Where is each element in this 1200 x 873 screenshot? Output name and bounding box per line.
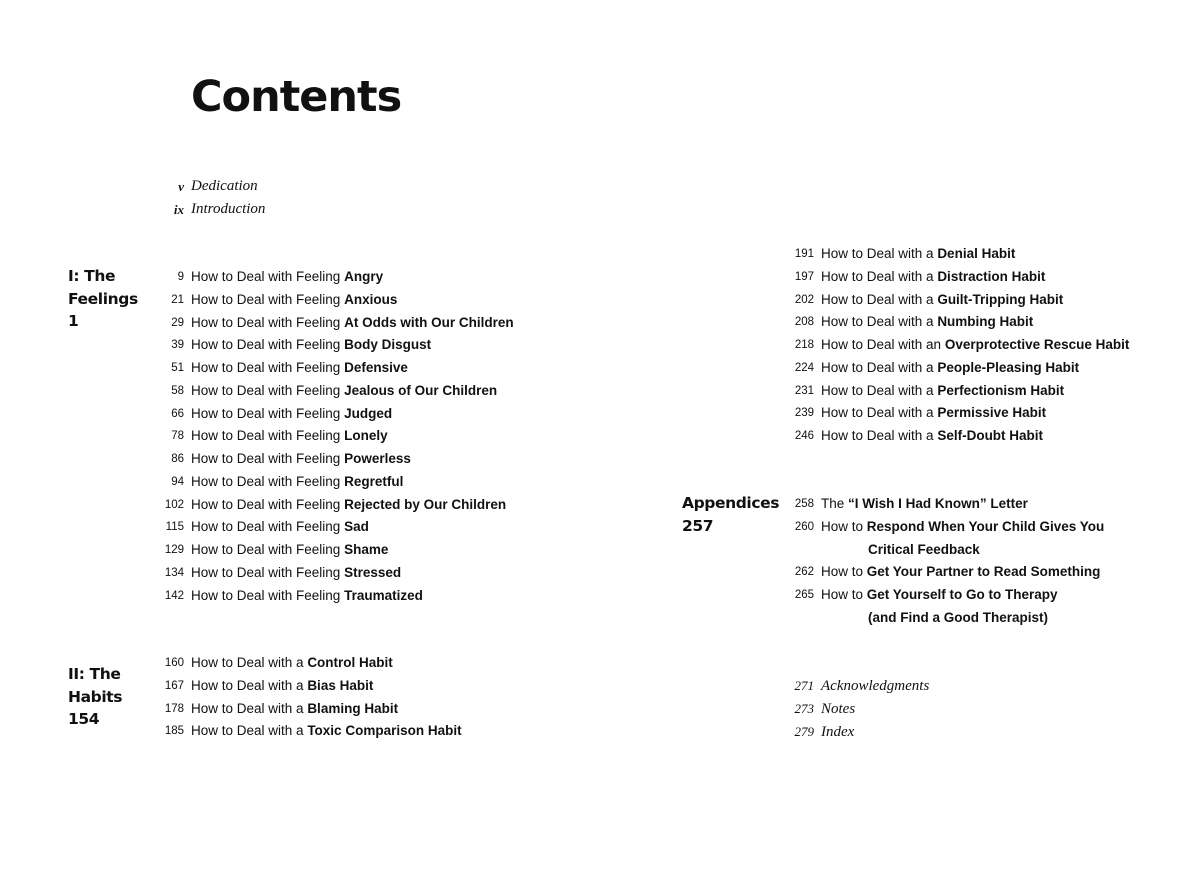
page-number: 94	[171, 475, 184, 488]
page-number: 265	[794, 589, 814, 601]
page-number: 273	[794, 700, 814, 716]
page-number: 134	[164, 566, 184, 579]
entry-subject: Regretful	[344, 473, 404, 489]
entry-title	[191, 516, 369, 539]
appendices-entries	[760, 493, 1180, 630]
entry-title	[191, 562, 401, 585]
entry-title	[821, 266, 1045, 289]
entry-subject: Powerless	[344, 451, 411, 466]
toc-entry[interactable]	[130, 266, 610, 289]
toc-entry[interactable]	[760, 334, 1180, 357]
entry-prefix: How to Deal with Feeling	[191, 519, 345, 535]
entry-title	[191, 334, 431, 357]
toc-entry[interactable]	[130, 585, 610, 608]
feelings-entries	[130, 266, 610, 607]
toc-entry[interactable]	[760, 243, 1180, 266]
entry-prefix: How to Deal with Feeling	[191, 291, 345, 307]
entry-prefix: How to Deal with Feeling	[191, 269, 345, 284]
page-number: 185	[164, 725, 184, 738]
entry-subject: Jealous of Our Children	[344, 382, 498, 398]
entry-title	[191, 652, 393, 675]
entry-subject: Self-Doubt Habit	[937, 428, 1044, 443]
entry-prefix: How to Deal with Feeling	[191, 542, 345, 557]
entry-title: Index	[821, 723, 855, 740]
entry-subject: Distraction Habit	[937, 268, 1046, 284]
entry-prefix: How to	[821, 587, 867, 602]
backmatter-list	[760, 675, 1060, 743]
page-number: 246	[794, 430, 814, 442]
page-number: 78	[171, 430, 184, 443]
frontmatter-list	[130, 175, 430, 221]
toc-entry[interactable]	[760, 266, 1180, 289]
entry-title	[191, 266, 383, 289]
entry-subject: Sad	[344, 519, 369, 535]
entry-title	[191, 425, 388, 448]
entry-subject: People-Pleasing Habit	[937, 359, 1080, 375]
entry-prefix: How to Deal with a	[191, 677, 308, 693]
entry-prefix: How to	[821, 518, 867, 534]
habits-entries-left	[130, 652, 610, 743]
page-number: 260	[794, 520, 814, 533]
page-number: 142	[164, 589, 184, 602]
entry-title	[191, 720, 462, 743]
entry-prefix: How to Deal with a	[821, 246, 938, 261]
entry-subject: Perfectionism Habit	[937, 382, 1065, 398]
toc-entry[interactable]	[760, 516, 1180, 562]
entry-title	[821, 243, 1015, 266]
entry-subject: Get Your Partner to Read Something	[866, 564, 1101, 580]
entry-prefix: How to Deal with Feeling	[191, 564, 345, 580]
page-number: 262	[794, 566, 814, 579]
entry-subject: Control Habit	[307, 655, 393, 670]
entry-prefix: How to Deal with a	[821, 382, 938, 398]
entry-subject: Numbing Habit	[937, 314, 1034, 330]
toc-entry-dedication[interactable]	[130, 175, 430, 198]
entry-subject: Bias Habit	[307, 677, 374, 693]
toc-entry[interactable]	[130, 334, 610, 357]
toc-entry[interactable]	[130, 698, 610, 721]
entry-prefix: How to Deal with a	[821, 314, 938, 330]
part-label-page: 154	[68, 710, 100, 728]
entry-subject: Respond When Your Child Gives You	[866, 518, 1105, 534]
part-label-habits	[68, 663, 122, 731]
toc-entry[interactable]	[130, 425, 610, 448]
entry-prefix: How to Deal with a	[821, 268, 938, 284]
entry-subject: Guilt-Tripping Habit	[937, 291, 1064, 307]
entry-subject: Blaming Habit	[307, 700, 399, 716]
entry-title	[191, 471, 403, 494]
entry-title	[191, 539, 388, 562]
entry-subject: Toxic Comparison Habit	[307, 723, 462, 739]
entry-title	[191, 380, 497, 403]
toc-entry[interactable]	[760, 357, 1180, 380]
entry-subject-continued: (and Find a Good Therapist)	[868, 609, 1048, 625]
page-number: 129	[164, 544, 184, 556]
entry-title	[821, 561, 1100, 584]
entry-prefix: How to Deal with Feeling	[191, 360, 345, 375]
entry-title	[191, 357, 408, 380]
toc-entry[interactable]	[760, 425, 1180, 448]
page-number: 191	[794, 248, 814, 260]
page-number: 58	[171, 384, 184, 397]
toc-entry[interactable]	[130, 539, 610, 562]
page-number: 102	[164, 498, 184, 511]
toc-entry-index[interactable]	[760, 721, 1060, 744]
entry-subject: Overprotective Rescue Habit	[944, 337, 1130, 352]
entry-title	[191, 403, 392, 426]
toc-entry[interactable]	[760, 561, 1180, 584]
entry-subject: “I Wish I Had Known” Letter	[848, 496, 1028, 511]
toc-entry[interactable]	[130, 516, 610, 539]
page-number: 239	[794, 407, 814, 420]
entry-title	[821, 584, 1058, 607]
page-number: 39	[171, 339, 184, 352]
page-number: 271	[794, 678, 814, 693]
page-number: v	[178, 179, 184, 194]
part-label-line: I: The	[68, 267, 116, 285]
entry-prefix: How to Deal with a	[191, 655, 308, 670]
entry-title	[821, 334, 1129, 357]
toc-entry-acknowledgments[interactable]	[760, 675, 1060, 698]
entry-title	[821, 425, 1043, 448]
toc-entry[interactable]	[130, 357, 610, 380]
page-number: 160	[164, 657, 184, 669]
toc-entry[interactable]	[130, 380, 610, 403]
page-number: 197	[794, 270, 814, 283]
entry-subject: Permissive Habit	[937, 405, 1047, 421]
part-label-page: 1	[68, 312, 79, 330]
entry-subject-continued: Critical Feedback	[868, 541, 980, 557]
toc-entry[interactable]	[130, 675, 610, 698]
entry-subject: Traumatized	[344, 587, 423, 603]
toc-entry[interactable]	[130, 494, 610, 517]
page-number: 279	[794, 723, 814, 739]
toc-entry[interactable]	[130, 403, 610, 426]
entry-prefix: How to Deal with a	[821, 359, 938, 375]
entry-prefix: How to Deal with Feeling	[191, 405, 345, 421]
entry-prefix: How to Deal with a	[821, 405, 938, 421]
entry-title	[821, 402, 1046, 425]
entry-prefix: How to Deal with Feeling	[191, 314, 345, 330]
entry-subject: At Odds with Our Children	[344, 314, 514, 330]
page-number: 231	[794, 384, 814, 397]
page-number: 115	[165, 521, 184, 534]
page-number: 167	[164, 679, 184, 692]
entry-subject: Shame	[344, 542, 389, 557]
entry-title	[821, 357, 1079, 380]
toc-entry[interactable]	[130, 652, 610, 675]
toc-entry[interactable]	[760, 584, 1180, 630]
page-number: 178	[164, 702, 184, 715]
entry-title	[191, 675, 373, 698]
entry-subject: Denial Habit	[937, 246, 1016, 261]
toc-entry[interactable]	[130, 720, 610, 743]
toc-entry-introduction[interactable]	[130, 198, 430, 221]
toc-entry[interactable]	[130, 312, 610, 335]
toc-entry[interactable]	[760, 311, 1180, 334]
toc-entry[interactable]	[760, 289, 1180, 312]
entry-title	[191, 312, 514, 335]
entry-title: Acknowledgments	[821, 678, 930, 694]
toc-entry-notes[interactable]	[760, 698, 1060, 721]
toc-entry[interactable]	[760, 380, 1180, 403]
entry-title	[191, 494, 506, 517]
part-label-line: Appendices	[682, 494, 780, 512]
entry-title	[821, 289, 1063, 312]
entry-subject: Judged	[344, 405, 393, 421]
entry-title	[821, 380, 1064, 403]
toc-entry[interactable]	[130, 562, 610, 585]
toc-entry[interactable]	[760, 493, 1180, 516]
page-number: 224	[794, 361, 814, 374]
entry-prefix: How to Deal with Feeling	[191, 451, 345, 466]
page-title: Contents	[191, 72, 402, 122]
entry-title	[821, 311, 1033, 334]
entry-title: Notes	[821, 700, 856, 717]
entry-title	[191, 289, 397, 312]
entry-prefix: How to Deal with Feeling	[191, 337, 345, 353]
entry-title	[191, 698, 398, 721]
toc-entry[interactable]	[130, 448, 610, 471]
page-number: ix	[173, 202, 184, 217]
entry-prefix: How to Deal with a	[821, 428, 938, 443]
page-number: 66	[171, 407, 184, 420]
entry-subject: Stressed	[344, 564, 402, 580]
entry-title: Introduction	[191, 201, 266, 217]
entry-subject: Rejected by Our Children	[344, 496, 507, 512]
part-label-page: 257	[682, 516, 714, 535]
entry-title	[821, 493, 1028, 516]
entry-subject: Get Yourself to Go to Therapy	[866, 587, 1058, 602]
entry-subject: Anxious	[344, 291, 398, 307]
entry-prefix: The	[821, 496, 849, 511]
entry-prefix: How to Deal with a	[191, 723, 308, 739]
part-label-line: Habits	[68, 687, 123, 706]
part-label-line: Feelings	[68, 289, 138, 308]
page-number: 218	[794, 339, 814, 351]
page-number: 29	[171, 316, 184, 329]
page-number: 202	[794, 293, 814, 306]
entry-subject: Defensive	[344, 360, 408, 375]
page-number: 21	[171, 293, 184, 306]
entry-prefix: How to Deal with Feeling	[191, 473, 345, 489]
entry-prefix: How to Deal with Feeling	[191, 428, 345, 444]
toc-entry[interactable]	[130, 289, 610, 312]
page-number: 208	[794, 316, 814, 329]
entry-subject: Lonely	[344, 428, 388, 444]
entry-prefix: How to Deal with Feeling	[191, 382, 345, 398]
entry-prefix: How to Deal with a	[821, 291, 938, 307]
part-label-feelings	[68, 265, 138, 333]
entry-subject: Angry	[344, 269, 384, 284]
toc-entry[interactable]	[130, 471, 610, 494]
entry-title	[191, 448, 411, 471]
entry-prefix: How to Deal with Feeling	[191, 496, 345, 512]
entry-title	[821, 516, 1104, 539]
entry-prefix: How to Deal with a	[191, 700, 308, 716]
page-number: 258	[794, 498, 814, 510]
page-number: 9	[177, 271, 184, 283]
entry-prefix: How to Deal with an	[821, 337, 945, 352]
page-number: 51	[171, 362, 184, 374]
entry-prefix: How to Deal with Feeling	[191, 587, 345, 603]
entry-title: Dedication	[191, 178, 258, 194]
habits-entries-right	[760, 243, 1180, 448]
entry-title	[191, 585, 423, 608]
part-label-line: II: The	[68, 665, 121, 683]
entry-subject: Body Disgust	[344, 337, 432, 353]
toc-entry[interactable]	[760, 402, 1180, 425]
entry-prefix: How to	[821, 564, 867, 580]
page-number: 86	[171, 453, 184, 465]
